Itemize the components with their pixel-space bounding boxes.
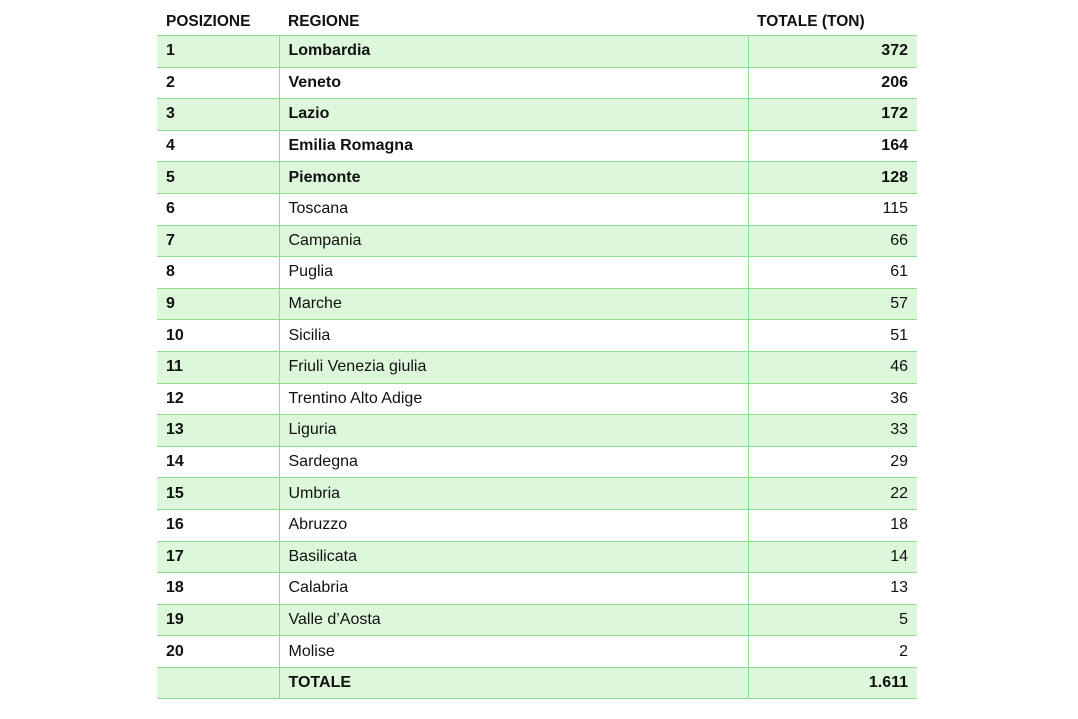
row-total: 61 [748, 257, 917, 289]
row-total: 2 [748, 636, 917, 668]
table-row [157, 478, 917, 510]
row-total: 29 [748, 446, 917, 478]
row-region: Lazio [279, 99, 748, 131]
row-position: 4 [157, 130, 279, 162]
table-header [157, 8, 917, 36]
region-ranking-table-container [157, 8, 917, 699]
header-row [157, 8, 917, 36]
row-total: 57 [748, 288, 917, 320]
row-region: Puglia [279, 257, 748, 289]
row-total: 18 [748, 509, 917, 541]
table-row [157, 636, 917, 668]
row-region: Friuli Venezia giulia [279, 351, 748, 383]
row-total: 206 [748, 67, 917, 99]
row-region: Molise [279, 636, 748, 668]
row-region: Veneto [279, 67, 748, 99]
row-total: 115 [748, 193, 917, 225]
total-position [157, 667, 279, 699]
row-position: 11 [157, 351, 279, 383]
row-position: 18 [157, 573, 279, 605]
table-row [157, 67, 917, 99]
row-region: Marche [279, 288, 748, 320]
row-region: Trentino Alto Adige [279, 383, 748, 415]
row-position: 19 [157, 604, 279, 636]
row-region: Piemonte [279, 162, 748, 194]
row-position: 9 [157, 288, 279, 320]
table-row [157, 604, 917, 636]
region-ranking-table [157, 8, 917, 699]
total-value: 1.611 [748, 667, 917, 699]
table-row [157, 541, 917, 573]
table-row [157, 36, 917, 68]
row-region: Sicilia [279, 320, 748, 352]
table-row [157, 99, 917, 131]
row-total: 164 [748, 130, 917, 162]
row-total: 372 [748, 36, 917, 68]
row-position: 6 [157, 193, 279, 225]
table-body [157, 36, 917, 699]
header-region: REGIONE [279, 8, 748, 36]
table-row [157, 446, 917, 478]
table-row [157, 130, 917, 162]
row-position: 5 [157, 162, 279, 194]
table-row [157, 573, 917, 605]
row-region: Toscana [279, 193, 748, 225]
row-total: 36 [748, 383, 917, 415]
table-row [157, 383, 917, 415]
table-row [157, 415, 917, 447]
row-region: Calabria [279, 573, 748, 605]
row-position: 12 [157, 383, 279, 415]
table-row [157, 225, 917, 257]
row-region: Abruzzo [279, 509, 748, 541]
table-row [157, 509, 917, 541]
row-position: 17 [157, 541, 279, 573]
row-total: 33 [748, 415, 917, 447]
row-total: 5 [748, 604, 917, 636]
table-row [157, 162, 917, 194]
total-label: TOTALE [279, 667, 748, 699]
table-row [157, 257, 917, 289]
row-region: Liguria [279, 415, 748, 447]
row-position: 1 [157, 36, 279, 68]
table-row [157, 288, 917, 320]
row-total: 172 [748, 99, 917, 131]
row-region: Sardegna [279, 446, 748, 478]
header-position: POSIZIONE [157, 8, 279, 36]
table-row [157, 193, 917, 225]
row-position: 2 [157, 67, 279, 99]
row-total: 13 [748, 573, 917, 605]
row-region: Lombardia [279, 36, 748, 68]
total-row [157, 667, 917, 699]
row-region: Umbria [279, 478, 748, 510]
row-position: 13 [157, 415, 279, 447]
row-total: 14 [748, 541, 917, 573]
row-position: 7 [157, 225, 279, 257]
row-total: 46 [748, 351, 917, 383]
row-position: 3 [157, 99, 279, 131]
row-position: 16 [157, 509, 279, 541]
row-total: 22 [748, 478, 917, 510]
row-region: Basilicata [279, 541, 748, 573]
row-region: Valle d’Aosta [279, 604, 748, 636]
row-position: 10 [157, 320, 279, 352]
row-total: 66 [748, 225, 917, 257]
row-position: 20 [157, 636, 279, 668]
header-total: TOTALE (TON) [748, 8, 917, 36]
row-total: 51 [748, 320, 917, 352]
table-row [157, 320, 917, 352]
row-region: Campania [279, 225, 748, 257]
row-region: Emilia Romagna [279, 130, 748, 162]
row-total: 128 [748, 162, 917, 194]
row-position: 15 [157, 478, 279, 510]
table-row [157, 351, 917, 383]
row-position: 8 [157, 257, 279, 289]
row-position: 14 [157, 446, 279, 478]
